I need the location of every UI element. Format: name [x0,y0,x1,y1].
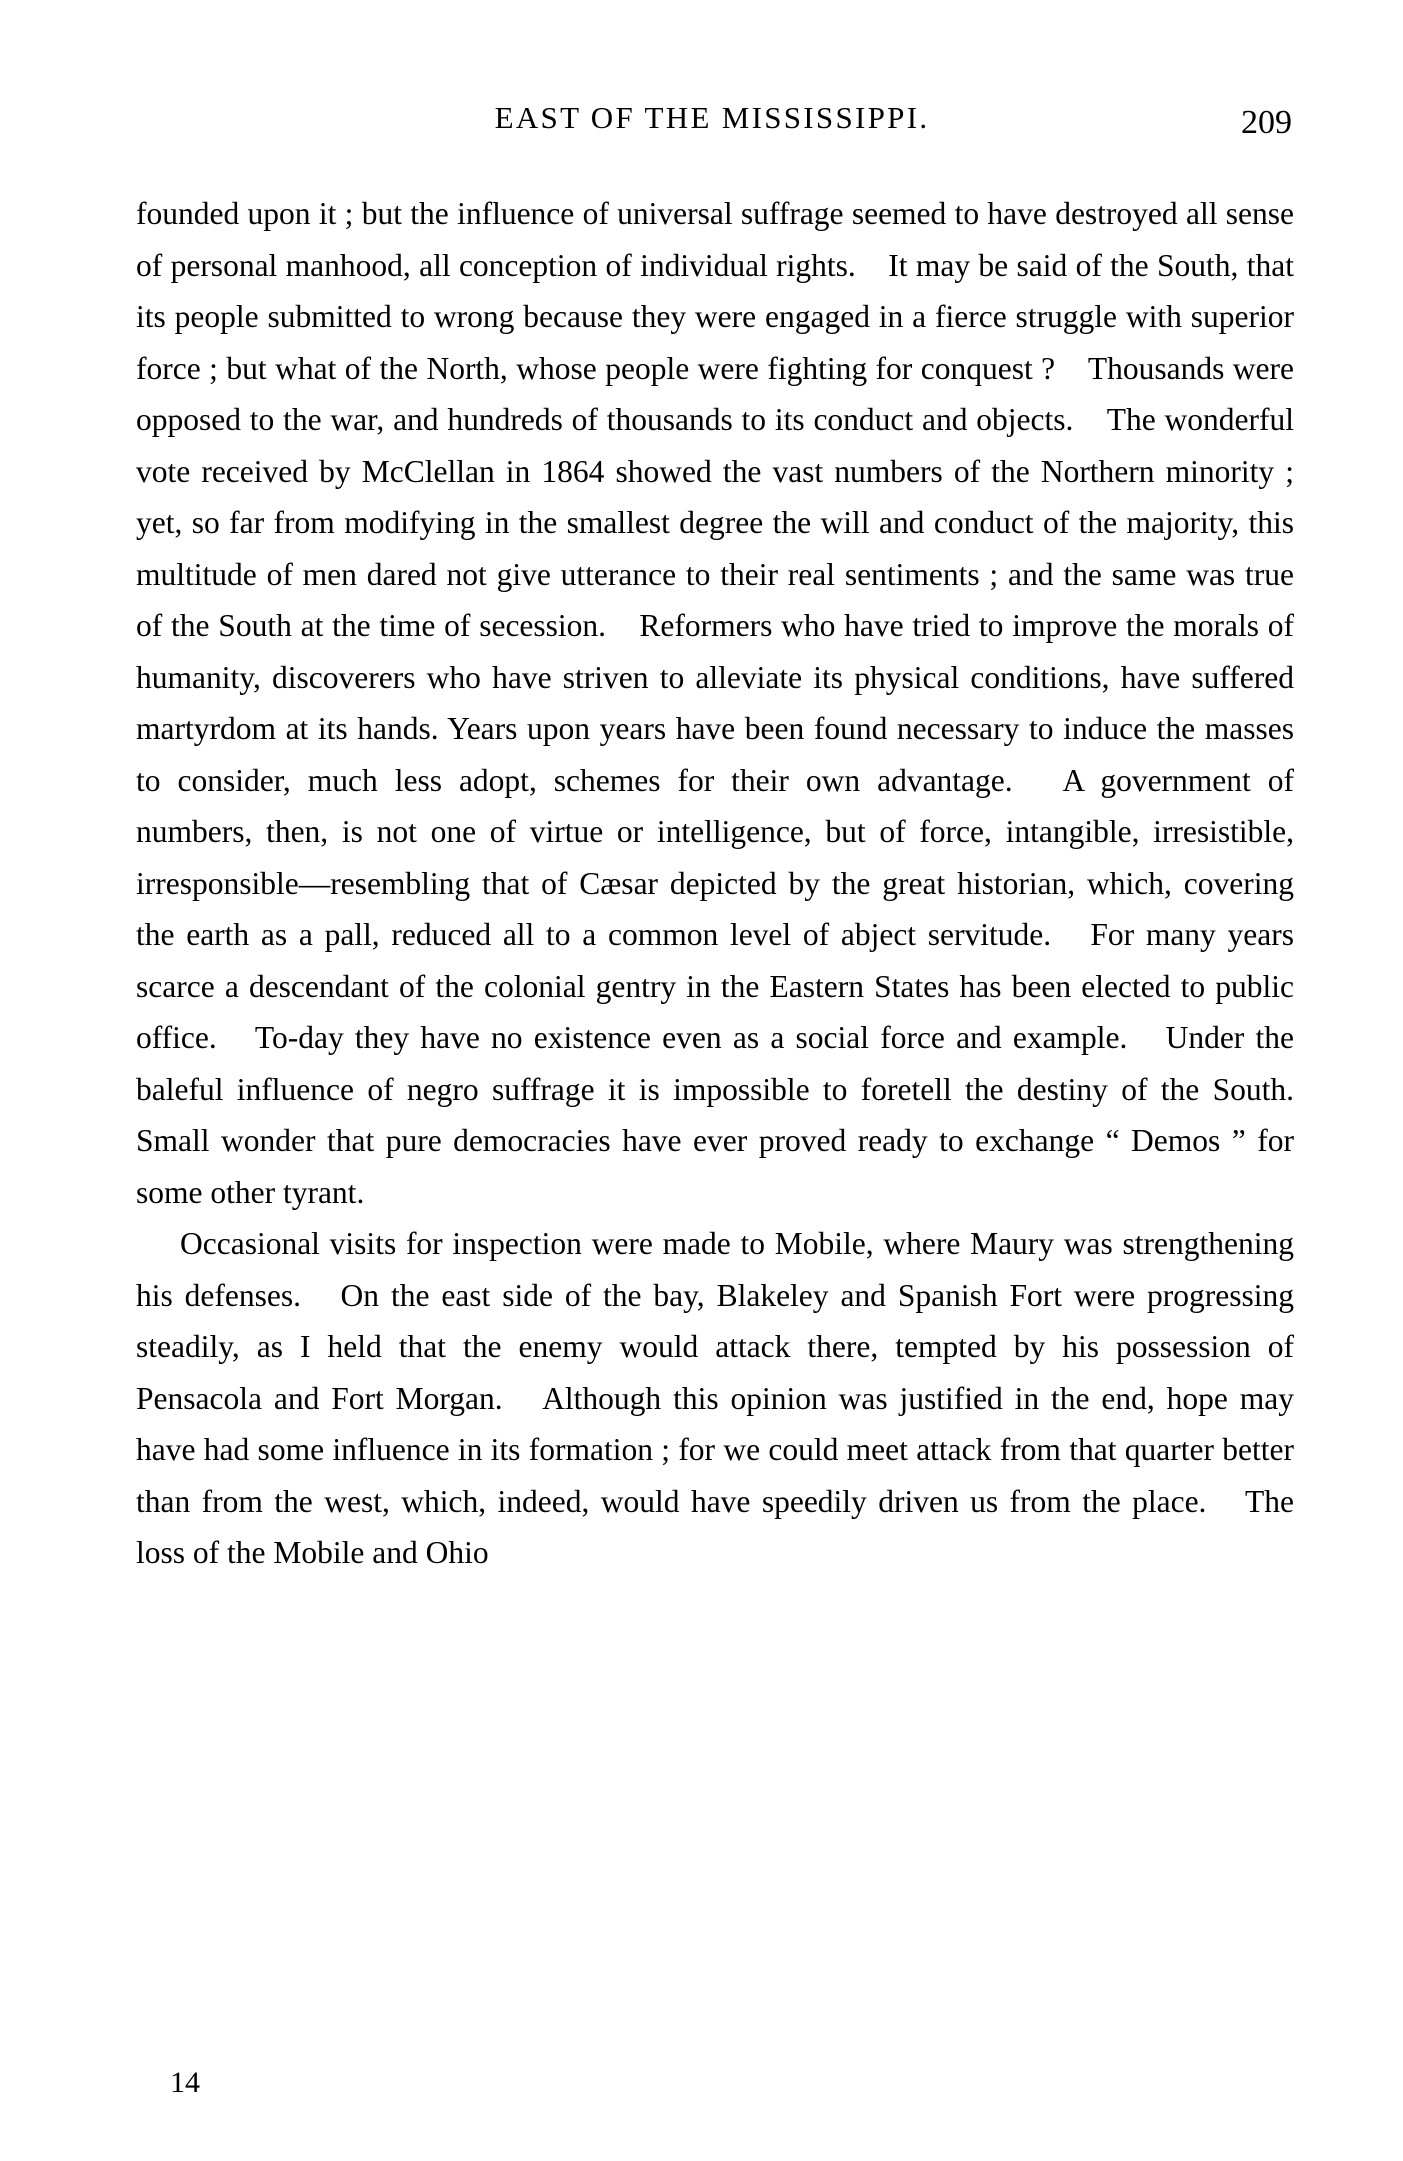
paragraph-1: founded upon it ; but the influence of universal suffrage seemed to have destroyed all sense of personal manhood, all conception of individual rights. It may be said of the South, that its people submitted to wrong because they were engaged in a fierce struggle with superior force ; but what of the North, whose people were fighting for conquest ? Thousands were opposed to the war, and hundreds of thousands to its conduct and objects. The wonderful vote received by McClellan in 1864 showed the vast numbers of the Northern minority ; yet, so far from modifying in the smallest degree the will and conduct of the majority, this multitude of men dared not give utterance to their real sentiments ; and the same was true of the South at the time of secession. Reformers who have tried to improve the morals of humanity, discoverers who have striven to alleviate its physical conditions, have suffered martyrdom at its hands. Years upon years have been found necessary to induce the masses to consider, much less adopt, schemes for their own advantage. A government of numbers, then, is not one of virtue or intelligence, but of force, intangible, irresistible, irresponsible—resembling that of Cæsar depicted by the great historian, which, covering the earth as a pall, reduced all to a common level of abject servitude. For many years scarce a descendant of the colonial gentry in the Eastern States has been elected to public office. To-day they have no existence even as a social force and example. Under the baleful influence of negro suffrage it is impossible to foretell the destiny of the South. Small wonder that pure democracies have ever proved ready to exchange “ Demos ” for some other tyrant. [136,196,1326,1210]
page-number: 209 [1241,104,1292,141]
paragraph-2: Occasional visits for inspection were made to Mobile, where Maury was strengthening his defenses. On the east side of the bay, Blakeley and Spanish Fort were progressing steadily, as I held that the enemy would attack there, tempted by his possession of Pensacola and Fort Morgan. Although this opinion was justified in the end, hope may have had some influence in its formation ; for we could meet attack from that quarter better than from the west, which, indeed, would have speedily driven us from the place. The loss of the Mobile and Ohio [136,1226,1294,1570]
running-title: EAST OF THE MISSISSIPPI. [494,100,930,135]
body-text [136,188,1326,1579]
page-header [132,100,1292,141]
signature-mark: 14 [170,2066,200,2099]
